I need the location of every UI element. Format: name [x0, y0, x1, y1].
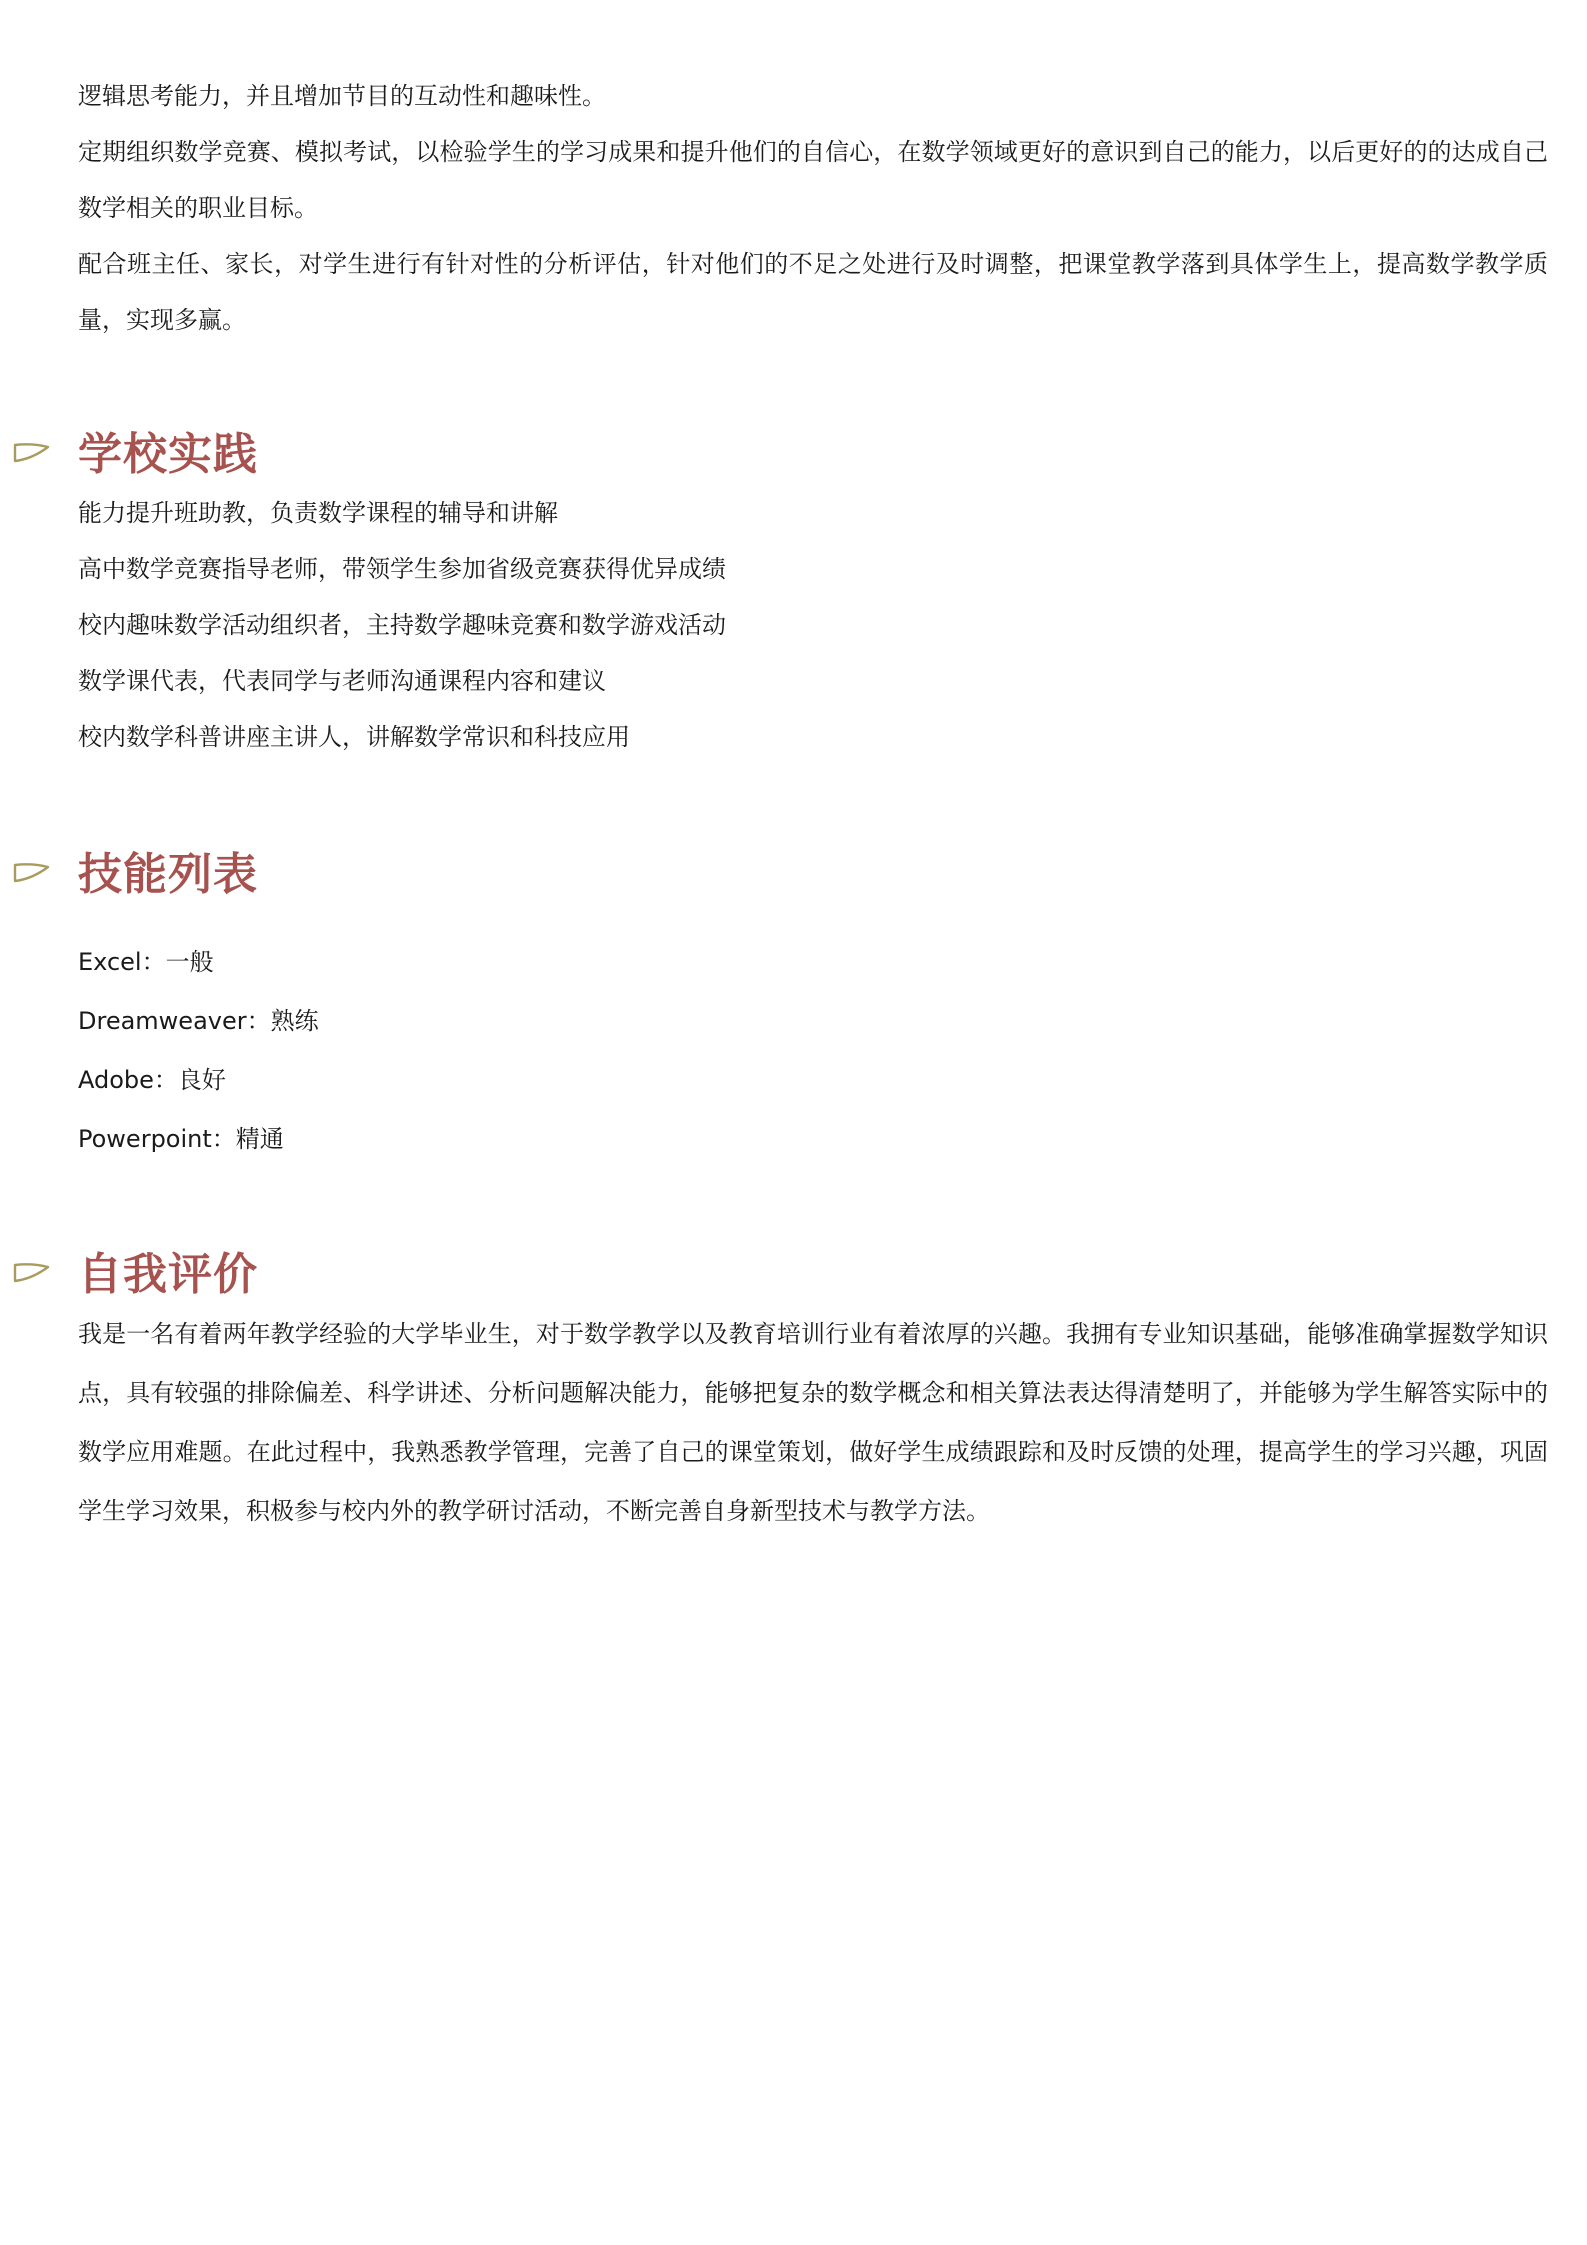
section-marker-icon	[12, 439, 52, 465]
list-item: 校内数学科普讲座主讲人，讲解数学常识和科技应用	[78, 723, 630, 751]
skill-item: Excel：一般	[78, 948, 214, 976]
section-marker-icon	[12, 1259, 52, 1285]
list-item: 能力提升班助教，负责数学课程的辅导和讲解	[78, 499, 558, 527]
skill-item: Adobe：良好	[78, 1066, 226, 1094]
skill-item: Dreamweaver：熟练	[78, 1007, 319, 1035]
section-title: 自我评价	[78, 1249, 258, 1300]
skills-section	[78, 845, 1548, 1169]
section-title: 学校实践	[78, 429, 258, 480]
intro-paragraph: 逻辑思考能力，并且增加节目的互动性和趣味性。	[78, 82, 606, 110]
intro-paragraph: 定期组织数学竞赛、模拟考试，以检验学生的学习成果和提升他们的自信心，在数学领域更好的意识到自己的能力，以后更好的的达成自己数学相关的职业目标。	[78, 138, 1548, 222]
list-item: 校内趣味数学活动组织者，主持数学趣味竞赛和数学游戏活动	[78, 611, 726, 639]
skill-item: Powerpoint：精通	[78, 1125, 284, 1153]
list-item: 高中数学竞赛指导老师，带领学生参加省级竞赛获得优异成绩	[78, 555, 726, 583]
list-item: 数学课代表，代表同学与老师沟通课程内容和建议	[78, 667, 606, 695]
school-practice-list	[78, 485, 1548, 765]
self-evaluation-text: 我是一名有着两年教学经验的大学毕业生，对于数学教学以及教育培训行业有着浓厚的兴趣。我拥有专业知识基础，能够准确掌握数学知识点，具有较强的排除偏差、科学讲述、分析问题解决能力，能够把复杂的数学概念和相关算法表达得清楚明了，并能够为学生解答实际中的数学应用难题。在此过程中，我熟悉教学管理，完善了自己的课堂策划，做好学生成绩跟踪和及时反馈的处理，提高学生的学习兴趣，巩固学生学习效果，积极参与校内外的教学研讨活动，不断完善自身新型技术与教学方法。	[78, 1320, 1548, 1525]
intro-paragraph: 配合班主任、家长，对学生进行有针对性的分析评估，针对他们的不足之处进行及时调整，把课堂教学落到具体学生上，提高数学教学质量，实现多赢。	[78, 250, 1548, 334]
section-title: 技能列表	[78, 849, 258, 900]
school-practice-section	[78, 425, 1548, 765]
resume-content	[78, 68, 1548, 1541]
self-evaluation-section	[78, 1245, 1548, 1541]
intro-block	[78, 68, 1548, 348]
section-marker-icon	[12, 859, 52, 885]
skills-list	[78, 933, 1548, 1169]
